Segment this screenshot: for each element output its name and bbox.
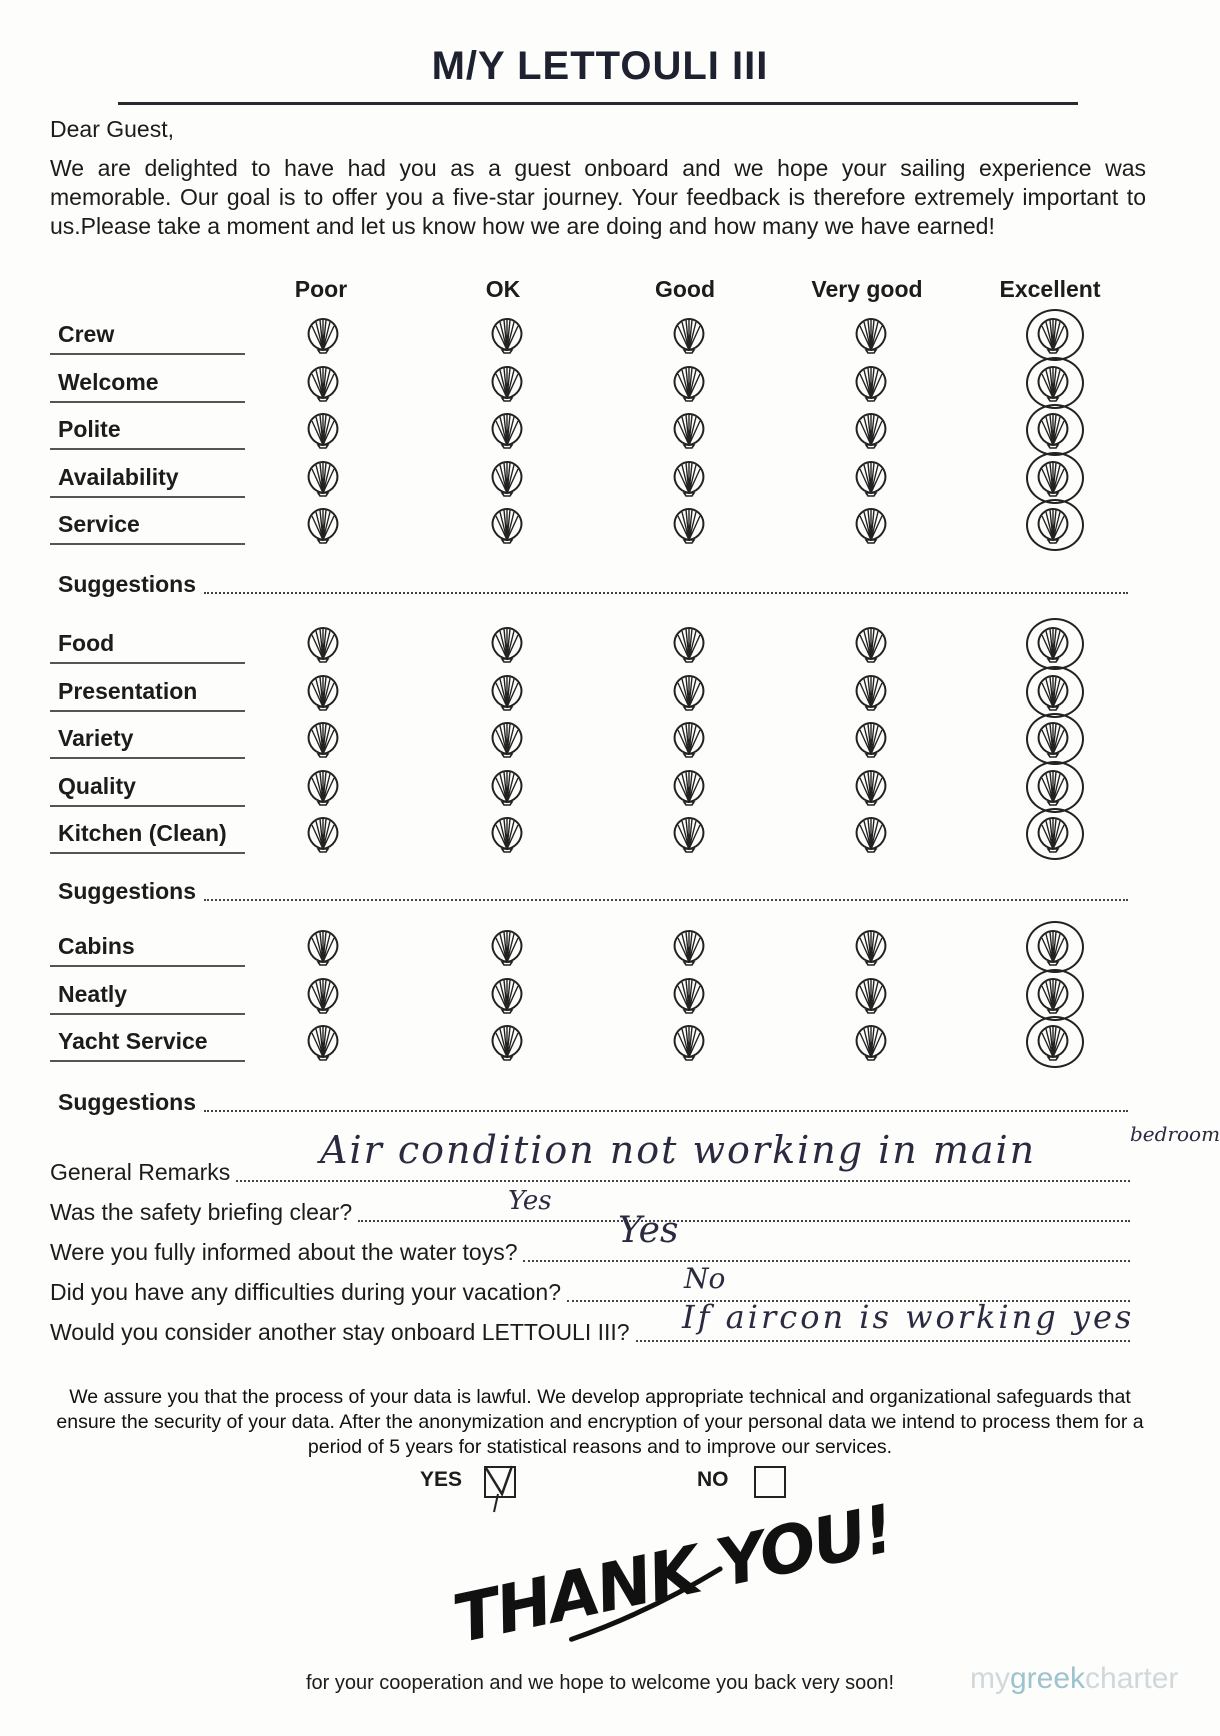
consent-yes-checkbox[interactable] [484,1466,516,1498]
watermark [970,1662,1178,1696]
row-underline [50,710,245,712]
watermark-part: charter [1085,1662,1179,1695]
shell-icon[interactable] [852,673,890,711]
shell-icon[interactable] [304,411,342,449]
rating-row [50,622,1200,669]
selected-rating-circle [1026,618,1084,670]
shell-icon[interactable] [304,1023,342,1061]
footer-message: for your cooperation and we hope to welcome you back very soon! [305,1672,895,1694]
shell-icon[interactable] [488,720,526,758]
selected-rating-circle [1026,452,1084,504]
suggestions-input[interactable] [204,592,1128,594]
shell-icon[interactable] [670,364,708,402]
rating-row [50,812,1200,859]
shell-icon[interactable] [304,815,342,853]
rating-row [50,765,1200,812]
selected-rating-circle [1026,808,1084,860]
row-underline [50,1060,245,1062]
question-label: General Remarks [50,1159,231,1185]
suggestions-line [58,1086,1128,1116]
row-underline [50,852,245,854]
row-underline [50,448,245,450]
rating-row-label: Crew [58,321,115,347]
shell-icon[interactable] [304,768,342,806]
shell-icon[interactable] [670,316,708,354]
consent-no-label: NO [697,1468,729,1491]
shell-icon[interactable] [488,673,526,711]
shell-icon[interactable] [670,768,708,806]
question-safety-briefing [50,1196,1130,1226]
shell-icon[interactable] [304,625,342,663]
rating-row-label: Neatly [58,980,128,1007]
shell-icon[interactable] [670,1023,708,1061]
shell-icon[interactable] [852,1023,890,1061]
rating-row [50,456,1200,503]
rating-row [50,503,1200,550]
shell-icon[interactable] [852,928,890,966]
rating-row-label: Welcome [58,368,159,395]
selected-rating-circle [1026,921,1084,973]
shell-icon[interactable] [304,720,342,758]
shell-icon[interactable] [852,316,890,354]
shell-icon[interactable] [304,976,342,1014]
consent-yes-label: YES [420,1468,463,1491]
shell-icon[interactable] [670,411,708,449]
row-underline [50,662,245,664]
selected-rating-circle [1026,499,1084,551]
suggestions-label: Suggestions [58,1089,197,1115]
suggestions-input[interactable] [204,1110,1128,1112]
handwritten-answer: Yes [618,1210,679,1251]
rating-row-label: Food [58,630,115,656]
handwritten-answer: Air condition not working in main [320,1128,1037,1172]
question-label: Did you have any difficulties during your vacation? [50,1279,561,1305]
rating-row-label: Cabins [58,933,135,959]
intro-paragraph: We are delighted to have had you as a guest onboard and we hope your sailing experience was memorable. Our goal is to offer you a five-star journey. Your feedback is therefore extremely important to us.Please take a moment and let us know how we are doing and how many we have earned! [50,155,1146,239]
rating-row-label: Service [58,511,140,537]
shell-icon[interactable] [852,364,890,402]
shell-icon[interactable] [488,364,526,402]
handwritten-answer: Yes [508,1186,552,1216]
shell-icon[interactable] [670,976,708,1014]
row-underline [50,401,245,403]
shell-icon[interactable] [852,459,890,497]
suggestions-line [58,875,1128,905]
rating-row-label: Variety [58,725,134,751]
shell-icon[interactable] [670,506,708,544]
shell-icon[interactable] [488,411,526,449]
rating-row [50,408,1200,455]
shell-icon[interactable] [304,459,342,497]
shell-icon[interactable] [670,673,708,711]
privacy-notice: We assure you that the process of your data is lawful. We develop appropriate technical and organizational safeguards that ensure the security of your data. After the anonymization and encryption of your personal data we intend to process them for a period of 5 years for statistical reasons and to improve our services. [56,1386,1144,1458]
thank-you-lettering [440,1490,900,1659]
selected-rating-circle [1026,761,1084,813]
rating-row-label: Availability [58,463,179,490]
shell-icon[interactable] [304,364,342,402]
selected-rating-circle [1026,404,1084,456]
shell-icon[interactable] [488,506,526,544]
question-water-toys [50,1236,1130,1266]
shell-icon[interactable] [670,720,708,758]
form-title: M/Y LETTOULI III [431,44,769,88]
shell-icon[interactable] [670,815,708,853]
suggestions-input[interactable] [204,899,1128,901]
rating-row-label: Presentation [58,677,198,704]
question-label: Were you fully informed about the water toys? [50,1239,518,1265]
shell-icon[interactable] [488,459,526,497]
shell-icon[interactable] [852,815,890,853]
answer-line[interactable] [358,1220,1130,1222]
rating-scale-header [0,276,1200,306]
selected-rating-circle [1026,713,1084,765]
scale-very-good: Very good [811,276,923,302]
rating-row [50,670,1200,717]
rating-row-label: Quality [58,772,136,799]
rating-row [50,361,1200,408]
rating-row-label: Yacht Service [58,1028,208,1054]
answer-line[interactable] [236,1180,1130,1182]
shell-icon[interactable] [488,815,526,853]
handwritten-answer: If aircon is working yes [682,1298,1135,1336]
selected-rating-circle [1026,969,1084,1021]
watermark-part: my [970,1662,1010,1695]
title-underline [118,102,1078,105]
shell-icon[interactable] [304,928,342,966]
suggestions-line [58,568,1128,598]
selected-rating-circle [1026,309,1084,361]
row-underline [50,496,245,498]
rating-row [50,973,1200,1020]
rating-row [50,717,1200,764]
shell-icon[interactable] [670,625,708,663]
row-underline [50,353,245,355]
suggestions-label: Suggestions [58,878,197,904]
question-label: Would you consider another stay onboard LETTOULI III? [50,1319,630,1345]
shell-icon[interactable] [488,928,526,966]
shell-icon[interactable] [852,720,890,758]
shell-icon[interactable] [852,768,890,806]
shell-icon[interactable] [852,625,890,663]
question-label: Was the safety briefing clear? [50,1199,353,1225]
row-underline [50,805,245,807]
shell-icon[interactable] [670,928,708,966]
selected-rating-circle [1026,357,1084,409]
rating-row [50,1020,1200,1067]
rating-row-label: Kitchen (Clean) [58,820,227,846]
rating-row [50,313,1200,360]
selected-rating-circle [1026,666,1084,718]
row-underline [50,757,245,759]
shell-icon[interactable] [488,316,526,354]
scale-good: Good [654,276,716,302]
greeting: Dear Guest, [50,116,174,142]
shell-icon[interactable] [488,976,526,1014]
shell-icon[interactable] [304,316,342,354]
handwritten-answer-extra: bedroom [1130,1122,1220,1146]
rating-row [50,925,1200,972]
scale-excellent: Excellent [999,276,1101,302]
shell-icon[interactable] [488,768,526,806]
shell-icon[interactable] [670,459,708,497]
answer-line[interactable] [523,1260,1130,1262]
shell-icon[interactable] [852,976,890,1014]
shell-icon[interactable] [488,1023,526,1061]
consent-no-checkbox[interactable] [754,1466,786,1498]
scale-poor: Poor [294,276,348,302]
row-underline [50,1013,245,1015]
suggestions-label: Suggestions [58,571,197,597]
shell-icon[interactable] [852,411,890,449]
row-underline [50,543,245,545]
handwritten-answer: No [684,1262,726,1295]
shell-icon[interactable] [852,506,890,544]
selected-rating-circle [1026,1016,1084,1068]
row-underline [50,965,245,967]
thank-you-text: THANK YOU! [447,1490,900,1659]
answer-line[interactable] [636,1340,1130,1342]
shell-icon[interactable] [488,625,526,663]
rating-row-label: Polite [58,416,121,442]
shell-icon[interactable] [304,506,342,544]
scale-ok: OK [485,276,521,302]
shell-icon[interactable] [304,673,342,711]
watermark-part: greek [1010,1662,1086,1695]
